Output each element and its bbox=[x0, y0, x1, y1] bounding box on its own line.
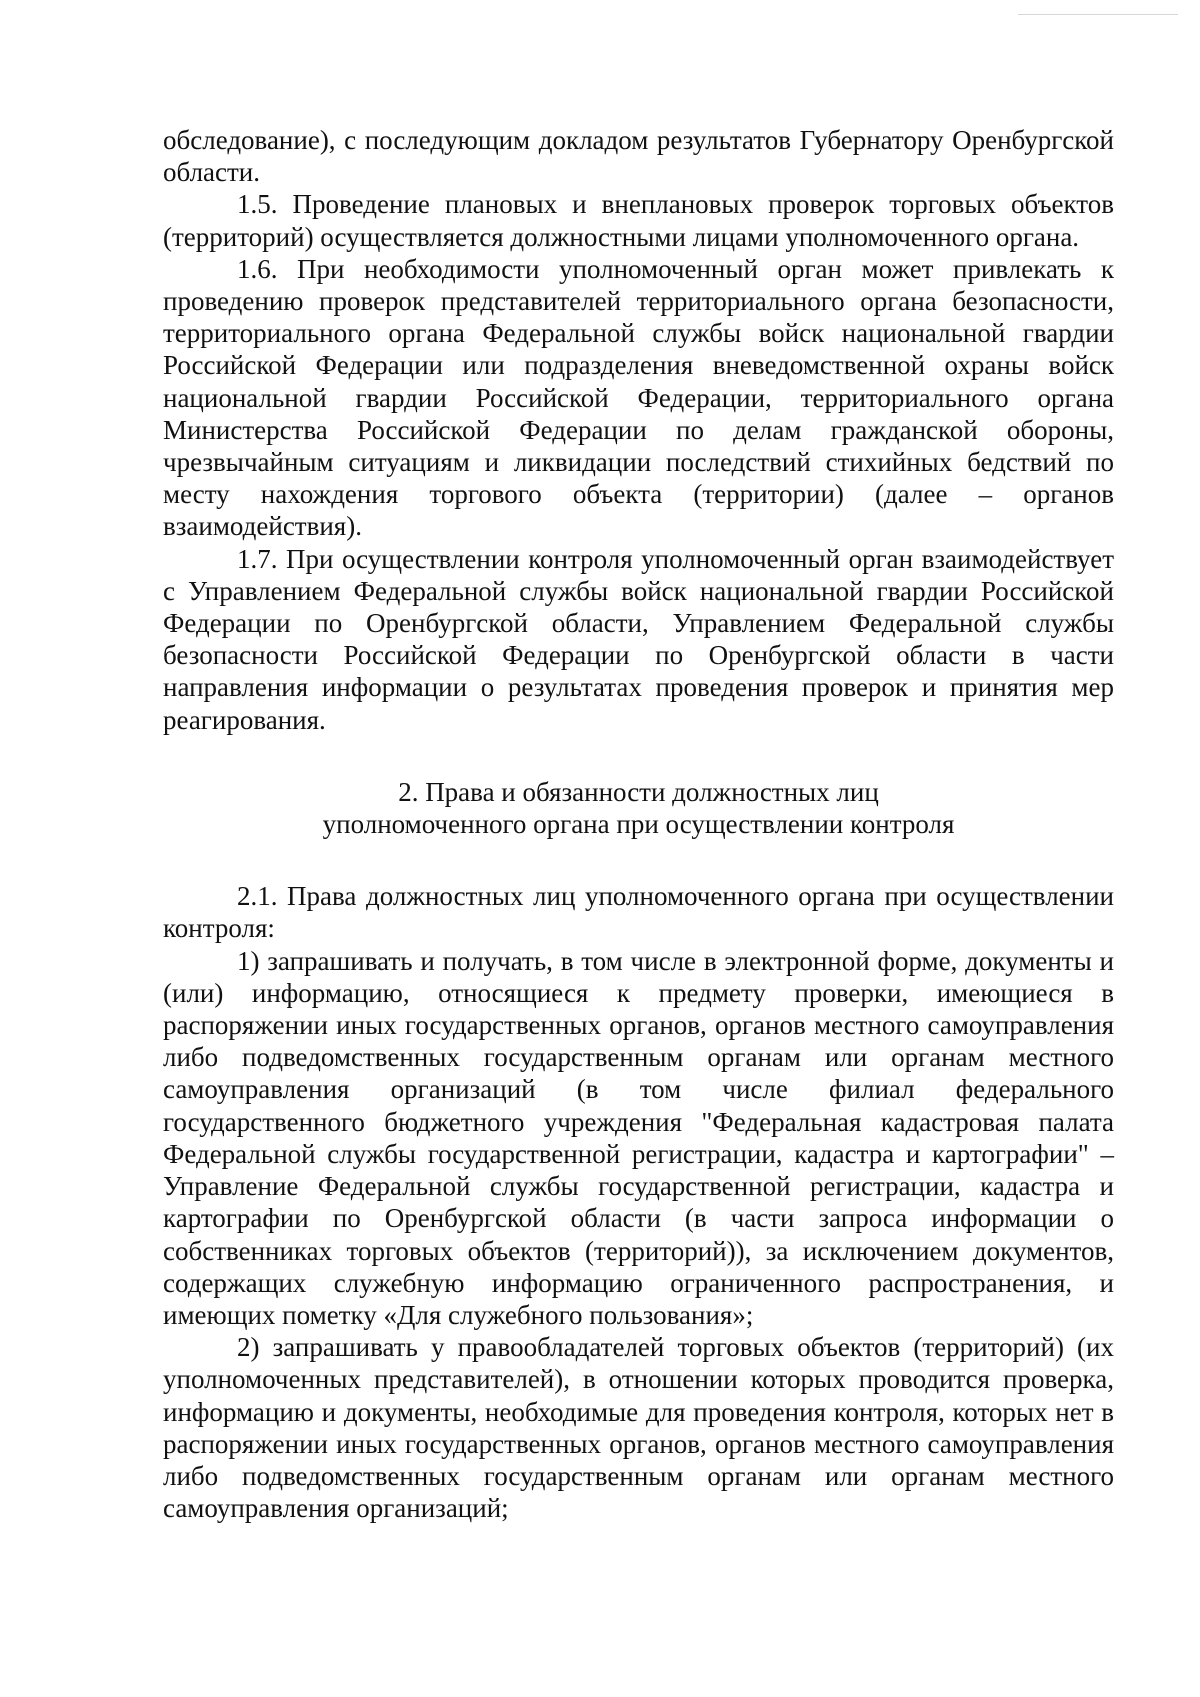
paragraph-1-6: 1.6. При необходимости уполномоченный орган может привлекать к проведению проверок представителей территориального органа безопасности, территориального органа Федеральной службы войск национальной гвардии Российской Федерации или подразделения вневедомственной охраны войск национальной гвардии Российской Федерации, территориального органа Министерства Российской Федерации по делам гражданской обороны, чрезвычайным ситуациям и ликвидации последствий стихийных бедствий по месту нахождения торгового объекта (территории) (далее – органов взаимодействия). bbox=[163, 253, 1114, 542]
paragraph-2-1: 2.1. Права должностных лиц уполномоченного органа при осуществлении контроля: bbox=[163, 881, 1114, 944]
list-item-1: 1) запрашивать и получать, в том числе в электронной форме, документы и (или) информацию, относящиеся к предмету проверки, имеющиеся в распоряжении иных государственных органов, органов местного самоуправления либо подведомственных государственным органам или органам местного самоуправления организаций (в том числе филиал федерального государственного бюджетного учреждения "Федеральная кадастровая палата Федеральной службы государственной регистрации, кадастра и картографии" – Управление Федеральной службы государственной регистрации, кадастра и картографии по Оренбургской области (в части запроса информации о собственниках торговых объектов (территорий)), за исключением документов, содержащих служебную информацию ограниченного распространения, и имеющих пометку «Для служебного пользования»; bbox=[163, 945, 1114, 1330]
paragraph-1-7: 1.7. При осуществлении контроля уполномоченный орган взаимодействует с Управлением Федеральной службы войск национальной гвардии Российской Федерации по Оренбургской области, Управлением Федеральной службы безопасности Российской Федерации по Оренбургской области в части направления информации о результатах проведения проверок и принятия мер реагирования. bbox=[163, 543, 1114, 735]
document-body bbox=[163, 124, 1114, 1524]
list-item-2: 2) запрашивать у правообладателей торговых объектов (территорий) (их уполномоченных представителей), в отношении которых проводится проверка, информацию и документы, необходимые для проведения контроля, которых нет в распоряжении иных государственных органов, органов местного самоуправления либо подведомственных государственным органам или органам местного самоуправления организаций; bbox=[163, 1332, 1114, 1524]
section-heading bbox=[163, 776, 1114, 840]
paragraph-1-5: 1.5. Проведение плановых и внеплановых проверок торговых объектов (территорий) осуществляется должностными лицами уполномоченного органа. bbox=[163, 189, 1114, 252]
section-title-line-2: уполномоченного органа при осуществлении контроля bbox=[322, 809, 955, 840]
section-title-line-1: 2. Права и обязанности должностных лиц bbox=[398, 776, 879, 807]
paragraph-continuation: обследование), с последующим докладом результатов Губернатору Оренбургской области. bbox=[163, 125, 1114, 188]
scan-artifact-line bbox=[1018, 14, 1178, 15]
